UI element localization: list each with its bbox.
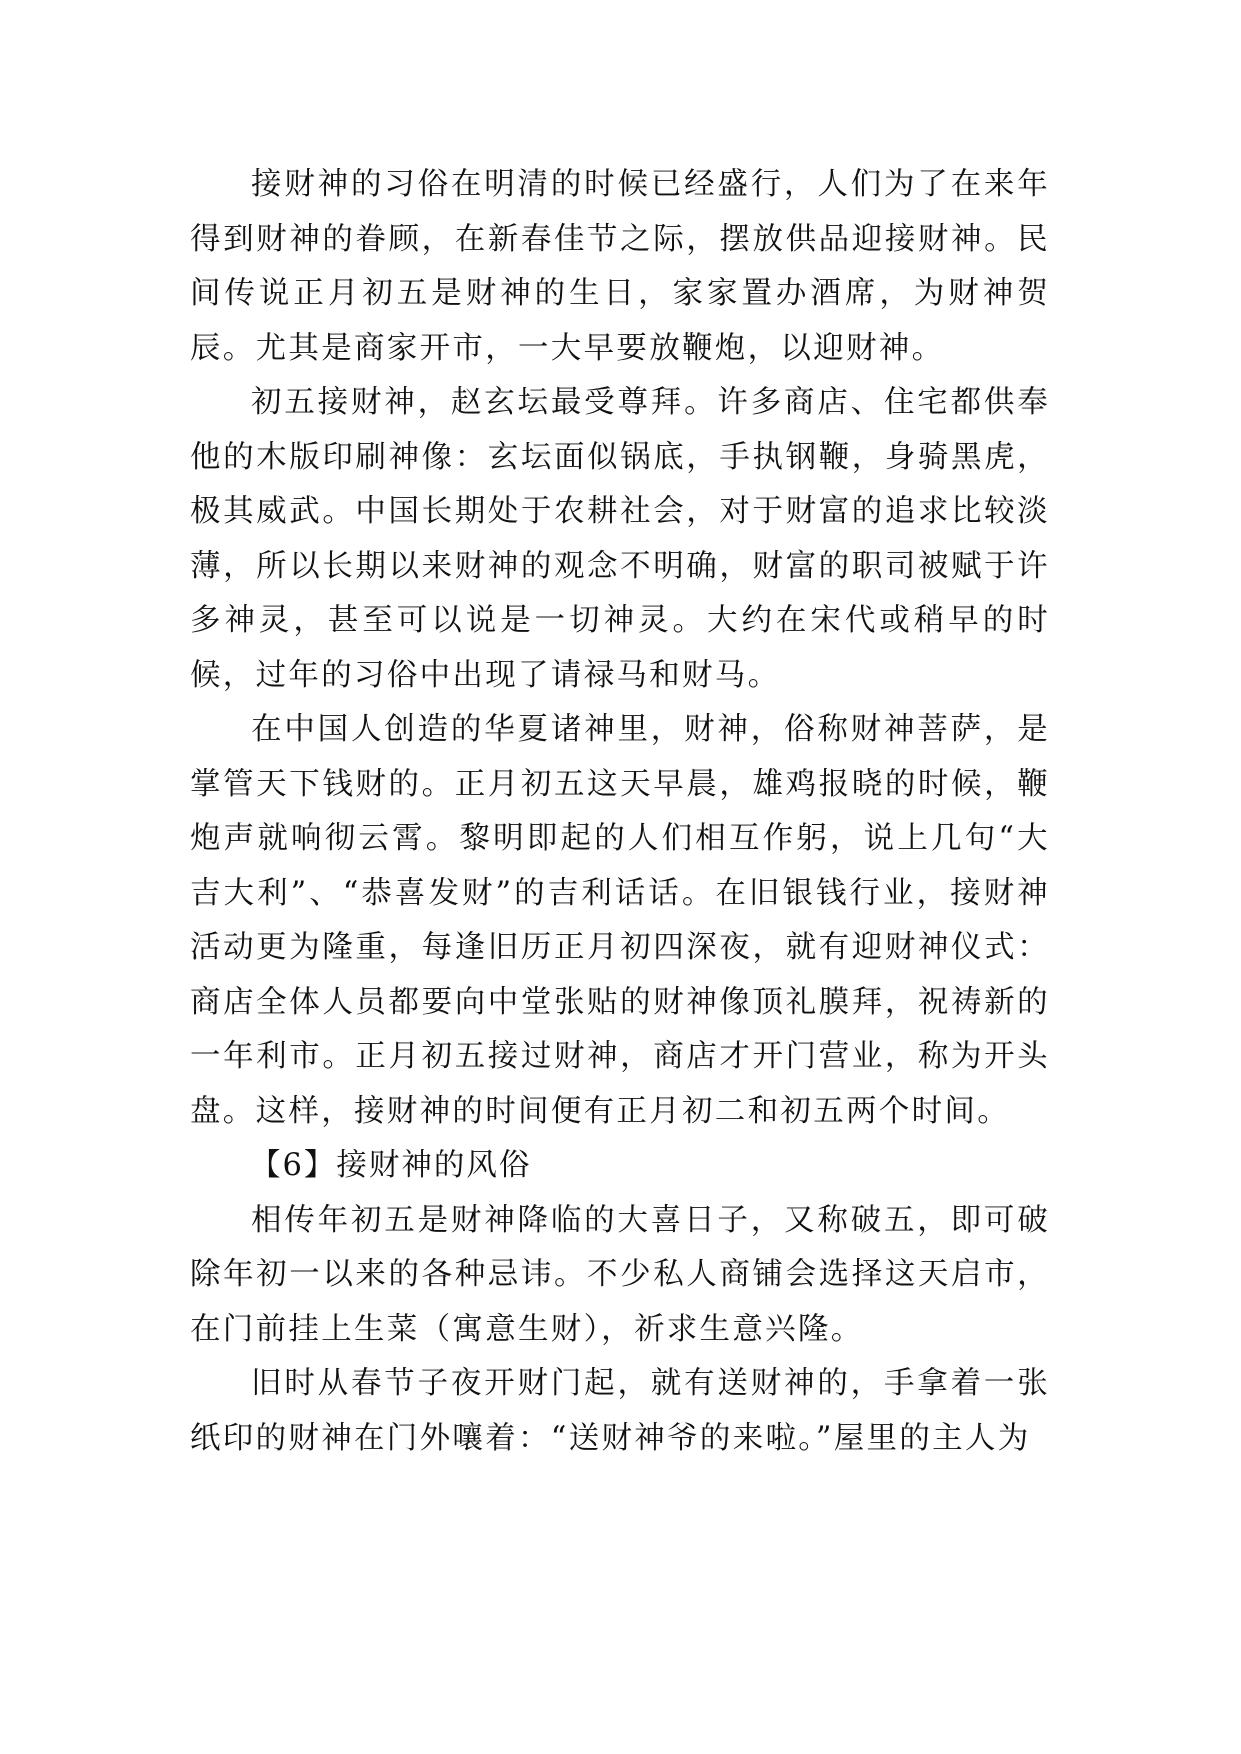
paragraph-1: 接财神的习俗在明清的时候已经盛行，人们为了在来年得到财神的眷顾，在新春佳节之际，摆放供品迎接财神。民间传说正月初五是财神的生日，家家置办酒席，为财神贺辰。尤其是商家开市，一大早要放鞭炮，以迎财神。: [190, 167, 1050, 366]
paragraph-5: 旧时从春节子夜开财门起，就有送财神的，手拿着一张纸印的财神在门外嚷着：“送财神爷的来啦。”屋里的主人为: [190, 1366, 1050, 1456]
section-heading: 【6】接财神的风俗: [250, 1148, 532, 1183]
paragraph-2: 初五接财神，赵玄坛最受尊拜。许多商店、住宅都供奉他的木版印刷神像：玄坛面似锅底，手执钢鞭，身骑黑虎，极其威武。中国长期处于农耕社会，对于财富的追求比较淡薄，所以长期以来财神的观念不明确，财富的职司被赋于许多神灵，甚至可以说是一切神灵。大约在宋代或稍早的时候，过年的习俗中出现了请禄马和财马。: [190, 385, 1050, 693]
document-body: [190, 158, 1050, 1466]
paragraph-4: 相传年初五是财神降临的大喜日子，又称破五，即可破除年初一以来的各种忌讳。不少私人商铺会选择这天启市，在门前挂上生菜（寓意生财），祈求生意兴隆。: [190, 1202, 1050, 1347]
paragraph-3: 在中国人创造的华夏诸神里，财神，俗称财神菩萨，是掌管天下钱财的。正月初五这天早晨，雄鸡报晓的时候，鞭炮声就响彻云霄。黎明即起的人们相互作躬，说上几句“大吉大利”、“恭喜发财”的吉利话话。在旧银钱行业，接财神活动更为隆重，每逢旧历正月初四深夜，就有迎财神仪式：商店全体人员都要向中堂张贴的财神像顶礼膜拜，祝祷新的一年利市。正月初五接过财神，商店才开门营业，称为开头盘。这样，接财神的时间便有正月初二和初五两个时间。: [190, 712, 1050, 1129]
